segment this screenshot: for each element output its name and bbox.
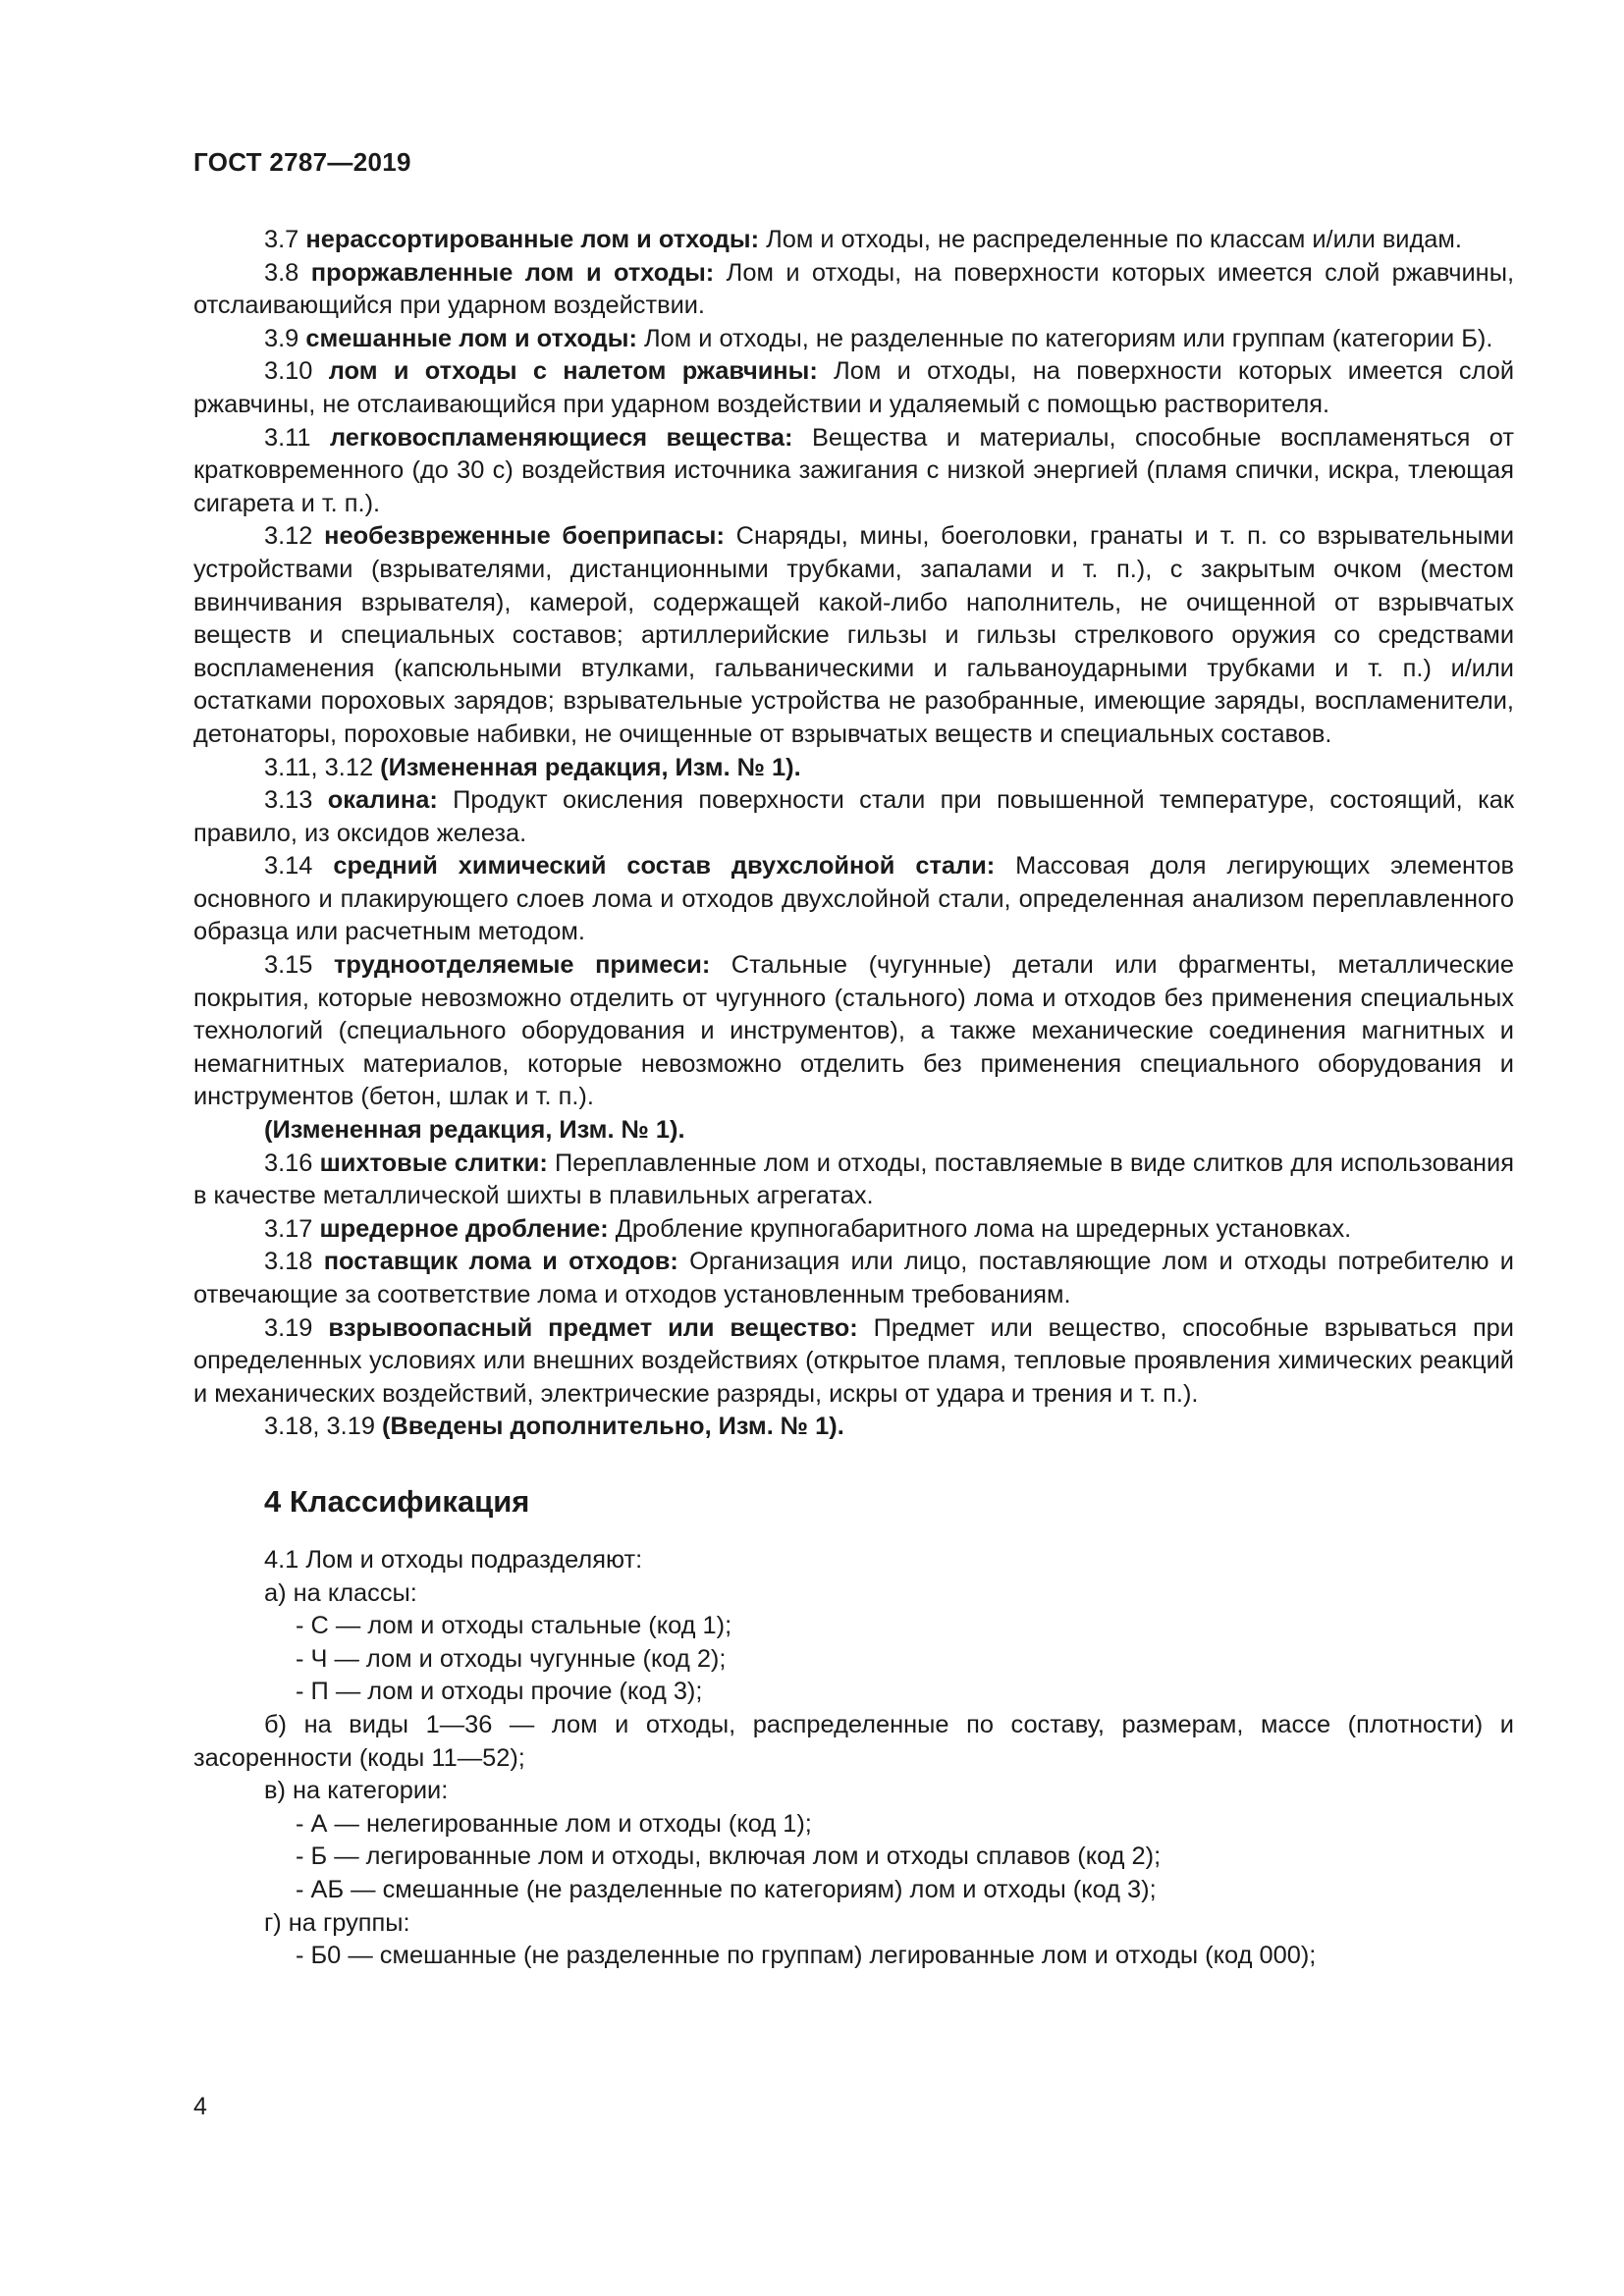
list-b-text: б) на виды 1—36 — лом и отходы, распределенные по составу, размерам, массе (плотности) и засоренности (коды 11—52); [193, 1710, 1514, 1772]
term-3-19: 3.19 взрывоопасный предмет или вещество: Предмет или вещество, способные взрываться при определенных условиях или внешних воздействиях (открытое пламя, тепловые проявления химических реакций и механических воздействий, электрические разряды, искры от удара и трения и т. п.). [193, 1313, 1514, 1408]
term-3-17: 3.17 шредерное дробление: Дробление крупногабаритного лома на шредерных установках. [264, 1214, 1352, 1243]
section-4-heading: 4 Классификация [264, 1483, 530, 1519]
term-3-16: 3.16 шихтовые слитки: Переплавленные лом и отходы, поставляемые в виде слитков для использования в качестве металлической шихты в плавильных агрегатах. [193, 1148, 1514, 1210]
term-3-11: 3.11 легковоспламеняющиеся вещества: Вещества и материалы, способные воспламеняться от кратковременного (до 30 с) воздействия источника зажигания с низкой энергией (пламя спички, искра, тлеющая сигарета и т. п.). [193, 423, 1514, 517]
list-item: - Б — легированные лом и отходы, включая лом и отходы сплавов (код 2); [296, 1842, 1162, 1871]
list-v-label: в) на категории: [264, 1777, 449, 1805]
page-number: 4 [193, 2093, 207, 2120]
amendment-note-3: 3.18, 3.19 (Введены дополнительно, Изм. № 1). [264, 1413, 844, 1441]
amendment-note-1: 3.11, 3.12 (Измененная редакция, Изм. № 1). [264, 753, 801, 781]
document-body [193, 224, 1514, 1973]
amendment-note-2: (Измененная редакция, Изм. № 1). [264, 1116, 685, 1145]
list-item: - С — лом и отходы стальные (код 1); [296, 1612, 732, 1640]
list-g-label: г) на группы: [264, 1908, 410, 1937]
list-item: - Ч — лом и отходы чугунные (код 2); [296, 1644, 727, 1673]
list-item: - Б0 — смешанные (не разделенные по группам) легированные лом и отходы (код 000); [296, 1942, 1317, 1970]
term-3-10: 3.10 лом и отходы с налетом ржавчины: Лом и отходы, на поверхности которых имеется слой ржавчины, не отслаивающийся при ударном воздействии и удаляемый с помощью растворителя. [193, 357, 1515, 418]
section-4-intro: 4.1 Лом и отходы подразделяют: [264, 1545, 643, 1574]
list-item: - А — нелегированные лом и отходы (код 1); [296, 1809, 812, 1838]
list-item: - АБ — смешанные (не разделенные по категориям) лом и отходы (код 3); [296, 1875, 1157, 1903]
term-3-13: 3.13 окалина: Продукт окисления поверхности стали при повышенной температуре, состоящий, как правило, из оксидов железа. [193, 786, 1514, 847]
list-a-label: а) на классы: [264, 1578, 417, 1607]
term-3-12: 3.12 необезвреженные боеприпасы: Снаряды, мины, боеголовки, гранаты и т. п. со взрывательными устройствами (взрывателями, дистанционными трубками, запалами и т. п.), с закрытым очком (местом ввинчивания взрывателя), камерой, содержащей какой-либо наполнитель, не очищенной от взрывчатых веществ и специальных составов; артиллерийские гильзы и гильзы стрелкового оружия со средствами воспламенения (капсюльными втулками, гальваническими и гальваноударными трубками и т. п.) и/или остатками пороховых зарядов; взрывательные устройства не разобранные, имеющие заряды, воспламенители, детонаторы, пороховые набивки, не очищенные от взрывчатых веществ и специальных составов. [193, 522, 1514, 748]
term-3-18: 3.18 поставщик лома и отходов: Организация или лицо, поставляющие лом и отходы потребителю и отвечающие за соответствие лома и отходов установленным требованиям. [193, 1248, 1514, 1308]
term-3-14: 3.14 средний химический состав двухслойной стали: Массовая доля легирующих элементов основного и плакирующего слоев лома и отходов двухслойной стали, определенная анализом переплавленного образца или расчетным методом. [193, 852, 1514, 946]
document-header: ГОСТ 2787—2019 [193, 147, 411, 177]
term-3-8: 3.8 проржавленные лом и отходы: Лом и отходы, на поверхности которых имеется слой ржавчины, отслаивающийся при ударном воздействии. [193, 258, 1514, 320]
term-3-15: 3.15 трудноотделяемые примеси: Стальные (чугунные) детали или фрагменты, металлические покрытия, которые невозможно отделить от чугунного (стального) лома и отходов без применения специальных технологий (специального оборудования и инструментов), а также механические соединения магнитных и немагнитных материалов, которые невозможно отделить без применения специального оборудования и инструментов (бетон, шлак и т. п.). [193, 951, 1514, 1111]
term-3-9: 3.9 смешанные лом и отходы: Лом и отходы, не разделенные по категориям или группам (категории Б). [264, 324, 1493, 352]
term-3-7: 3.7 нерассортированные лом и отходы: Лом и отходы, не распределенные по классам и/или видам. [264, 226, 1462, 253]
list-item: - П — лом и отходы прочие (код 3); [296, 1678, 703, 1706]
